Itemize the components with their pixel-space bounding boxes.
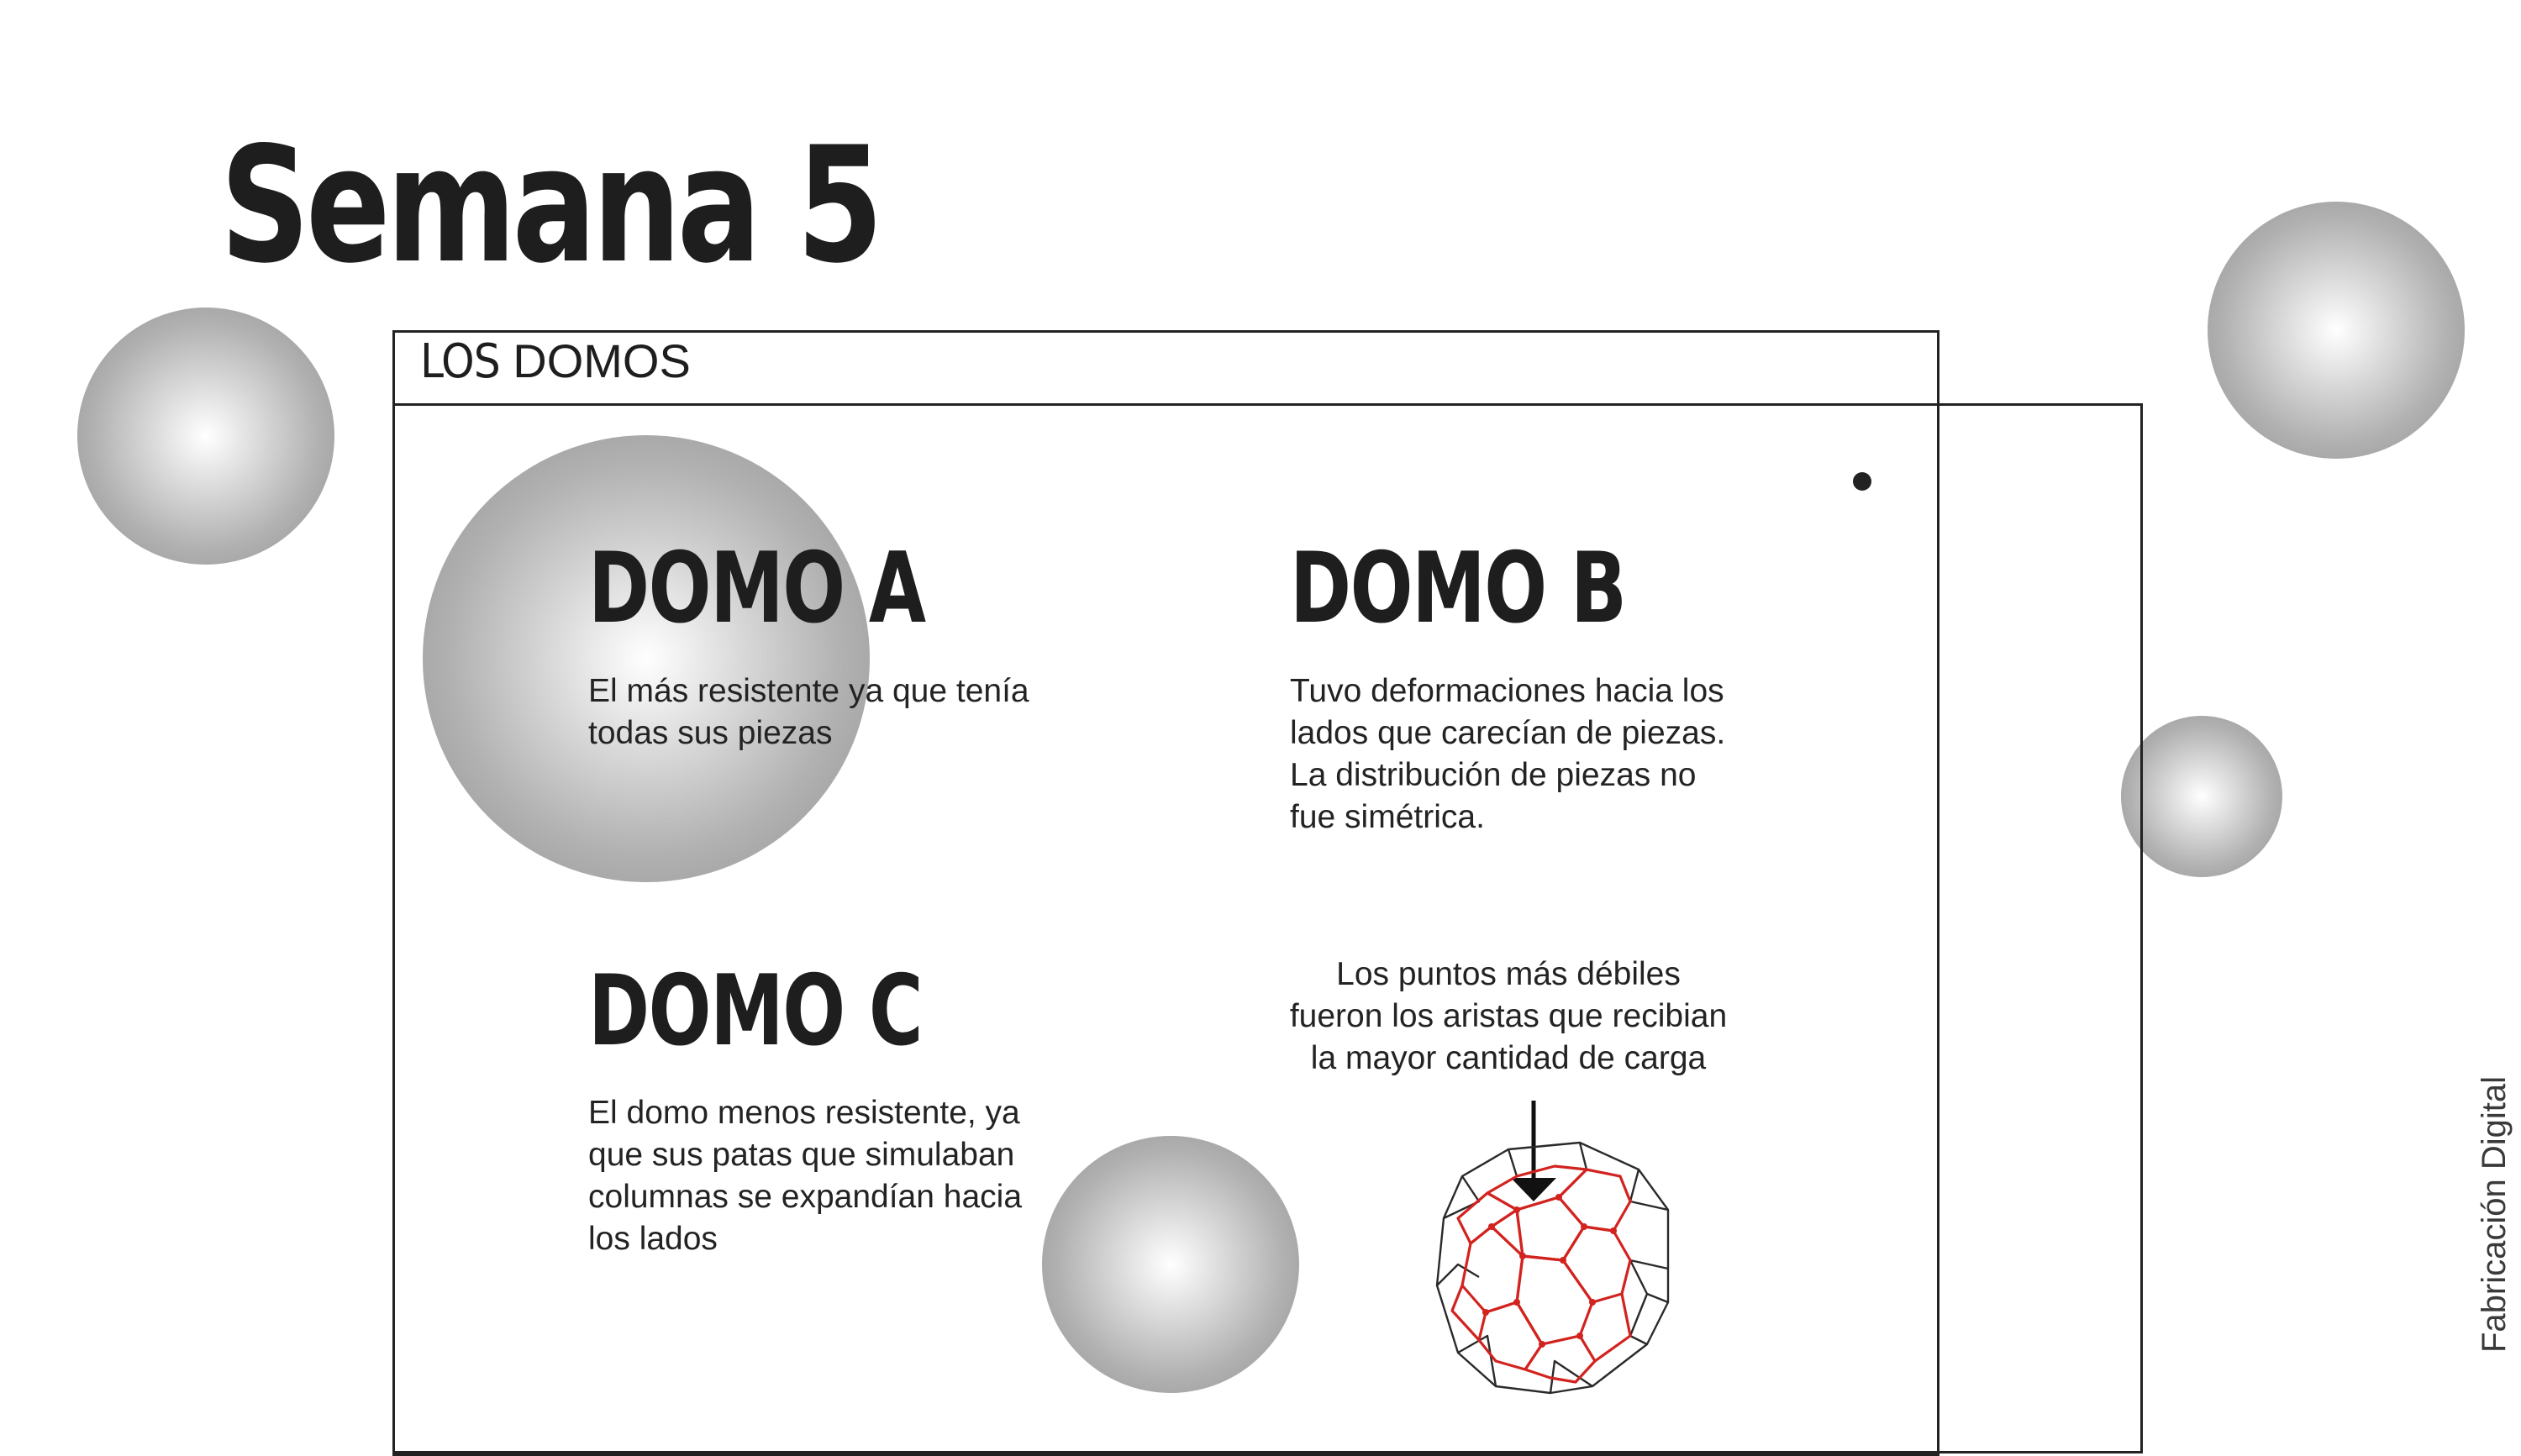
domo-a-line: todas sus piezas [588,715,833,751]
dome-diagram-icon [1378,1092,1689,1403]
domo-b-description [1290,670,1725,838]
content-frame-front [392,330,1939,1456]
subtitle-rest: DOMOS [499,334,691,387]
note-line: la mayor cantidad de carga [1310,1040,1707,1076]
decorative-sphere-top-right [2208,202,2465,459]
domo-b-line: Tuvo deformaciones hacia los [1290,673,1724,709]
decorative-sphere-right-small [2121,716,2282,877]
decorative-sphere-left [77,307,334,565]
domo-a-heading: DOMO A [588,532,925,645]
note-line: Los puntos más débiles [1336,956,1681,992]
domo-a-line: El más resistente ya que tenía [588,673,1029,709]
section-subtitle [420,334,691,389]
note-line: fueron los aristas que recibian [1289,998,1728,1034]
bullet-dot [1853,472,1871,491]
domo-b-line: La distribución de piezas no [1290,757,1697,793]
domo-c-line: que sus patas que simulaban [588,1137,1015,1173]
subtitle-prefix: LOS [420,334,500,389]
domo-b-heading: DOMO B [1290,532,1626,645]
domo-c-description [588,1092,1022,1260]
domo-b-line: lados que carecían de piezas. [1290,715,1726,751]
domo-b-line: fue simétrica. [1290,799,1485,835]
page-title: Semana 5 [220,113,880,298]
domo-c-line: El domo menos resistente, ya [588,1095,1020,1131]
weak-points-note [1256,954,1760,1080]
course-label: Fabricación Digital [2476,1075,2513,1353]
domo-c-heading: DOMO C [588,954,923,1068]
domo-c-line: los lados [588,1221,718,1257]
domo-c-line: columnas se expandían hacia [588,1179,1023,1215]
domo-a-description [588,670,1029,754]
